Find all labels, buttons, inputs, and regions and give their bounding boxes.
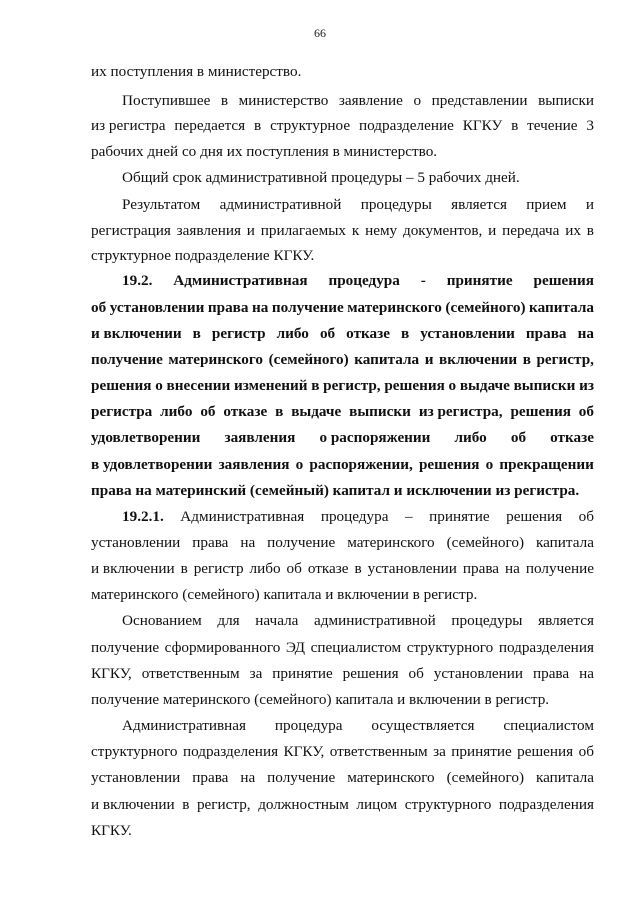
word: об <box>578 508 594 525</box>
word: в <box>182 796 190 813</box>
word: получение <box>525 560 594 577</box>
word: выдаче <box>291 403 342 420</box>
word: специалистом <box>310 639 402 656</box>
word: принятие <box>272 665 333 682</box>
text-line <box>122 93 594 108</box>
word: процедура <box>274 717 343 734</box>
word: установлении <box>91 769 181 786</box>
word: структурного <box>406 639 494 656</box>
word: и включении <box>91 325 182 342</box>
word: и <box>488 222 497 239</box>
word: установлении <box>433 665 524 682</box>
page-number: 66 <box>314 26 326 40</box>
word: прием <box>526 196 567 213</box>
word: заявление <box>338 92 403 109</box>
word: получение <box>267 769 336 786</box>
word: регистр <box>211 325 266 342</box>
word: решения <box>342 665 399 682</box>
word: в <box>522 351 531 368</box>
word: в <box>401 325 410 342</box>
word: выписки <box>349 403 411 420</box>
word: заявления <box>218 456 290 473</box>
word: Административная <box>173 272 308 289</box>
text-line <box>91 561 594 576</box>
word: решения <box>506 508 563 525</box>
text-line <box>122 718 594 733</box>
word: структурное <box>270 117 351 134</box>
word: 3 <box>586 117 594 134</box>
word: на <box>240 534 256 551</box>
word: получение <box>267 534 336 551</box>
word: решения <box>418 456 480 473</box>
word: изменений <box>234 377 308 394</box>
word: Основанием <box>122 612 202 629</box>
word: (семейного) <box>268 351 349 368</box>
text-line: права на материнский (семейный) капитал и исключении из регистра. <box>91 482 580 499</box>
word: процедура <box>320 508 389 525</box>
word: ответственным <box>329 743 428 760</box>
word: получение <box>271 299 344 316</box>
word: КГКУ, <box>283 743 325 760</box>
word: и включении <box>91 560 175 577</box>
word: подразделения <box>498 639 594 656</box>
word: права <box>525 325 567 342</box>
word: права <box>532 665 570 682</box>
word: материнского <box>347 534 435 551</box>
word: либо <box>160 403 193 420</box>
text-line <box>91 797 594 812</box>
word: течение <box>527 117 578 134</box>
word: регистр, <box>323 377 381 394</box>
word: процедура <box>328 272 400 289</box>
word: в <box>511 117 519 134</box>
text-line: их поступления в министерство. <box>91 63 302 80</box>
word: заявления <box>224 429 296 446</box>
word: в <box>275 403 284 420</box>
word: специалистом <box>503 717 594 734</box>
text-line: получение материнского (семейного) капитала и включении в регистр. <box>91 691 550 708</box>
word: отказе <box>550 429 594 446</box>
word: материнского <box>347 769 435 786</box>
text-line <box>91 118 594 133</box>
word: – <box>404 508 413 525</box>
word: распоряжении, <box>309 456 413 473</box>
text-line <box>122 197 594 212</box>
word: подразделения <box>498 796 594 813</box>
word: (семейного) <box>446 769 525 786</box>
word: является <box>451 196 507 213</box>
word: начала <box>255 612 299 629</box>
word: и <box>424 351 434 368</box>
text-line <box>91 300 594 315</box>
word: осуществляется <box>371 717 475 734</box>
text-line <box>91 430 594 445</box>
word: о <box>295 456 304 473</box>
word: установлении <box>91 534 181 551</box>
word: материнского <box>347 299 442 316</box>
word: в <box>354 560 362 577</box>
word: капитала <box>354 351 420 368</box>
word: об <box>408 665 424 682</box>
word: из регистра <box>91 117 166 134</box>
word: нему <box>365 222 398 239</box>
word: Административная <box>122 717 246 734</box>
text-line <box>91 744 594 759</box>
word: на <box>505 560 520 577</box>
word: либо <box>276 325 309 342</box>
word: (семейного) <box>446 534 525 551</box>
word: в <box>311 377 320 394</box>
word: об <box>91 299 107 316</box>
text-line <box>91 378 594 393</box>
word: на <box>579 665 594 682</box>
word: решения <box>384 377 445 394</box>
word: в <box>192 325 201 342</box>
word: и включении <box>91 796 175 813</box>
word: установлении <box>420 325 515 342</box>
word: установлении <box>109 299 205 316</box>
word: в <box>254 117 262 134</box>
text-line: структурное подразделение КГКУ. <box>91 247 315 264</box>
word: прилагаемых <box>260 222 347 239</box>
word: на <box>252 299 269 316</box>
word: об <box>319 325 336 342</box>
word: в удовлетворении <box>91 456 213 473</box>
word: министерство <box>238 92 329 109</box>
word: процедуры <box>360 196 432 213</box>
word: получение <box>91 351 163 368</box>
word: процедуры <box>451 612 523 629</box>
word: регистр, <box>536 351 594 368</box>
word: на <box>240 769 256 786</box>
word: должностным <box>258 796 349 813</box>
word: принятие <box>429 508 490 525</box>
word: и <box>246 222 255 239</box>
word: 19.2. <box>122 272 153 289</box>
word: из регистра, <box>418 403 503 420</box>
word: получение <box>91 639 160 656</box>
text-line <box>91 326 594 341</box>
text-line <box>91 352 594 367</box>
word: представлении <box>431 92 528 109</box>
word: регистр, <box>196 796 251 813</box>
text-line <box>91 640 594 655</box>
word: документов, <box>402 222 483 239</box>
word: о <box>413 92 422 109</box>
word: сформированного <box>164 639 281 656</box>
word: заявления <box>176 222 241 239</box>
text-line <box>122 613 594 628</box>
word: права <box>192 534 229 551</box>
word: включении <box>439 351 518 368</box>
word: и <box>585 196 594 213</box>
word: для <box>217 612 240 629</box>
word: удовлетворении <box>91 429 201 446</box>
word: либо <box>454 429 487 446</box>
word: подразделение <box>358 117 454 134</box>
word: за <box>249 665 263 682</box>
text-line: КГКУ. <box>91 822 132 839</box>
word: отказе <box>223 403 268 420</box>
word: об <box>200 403 216 420</box>
word: выдаче <box>459 377 510 394</box>
word: внесении <box>166 377 231 394</box>
text-line <box>91 223 594 238</box>
word: о распоряжении <box>319 429 431 446</box>
word: капитала <box>535 534 594 551</box>
word: Результатом <box>122 196 201 213</box>
word: - <box>420 272 426 289</box>
word: административной <box>314 612 436 629</box>
word: (семейного) <box>445 299 526 316</box>
word: ответственным <box>141 665 240 682</box>
word: подразделения <box>182 743 279 760</box>
word: об <box>578 743 594 760</box>
word: их <box>565 222 581 239</box>
word: материнского <box>168 351 263 368</box>
word: КГКУ <box>462 117 503 134</box>
text-line: Общий срок административной процедуры – 5 рабочих дней. <box>122 169 520 186</box>
word: права <box>192 769 229 786</box>
word: структурного <box>91 743 178 760</box>
text-line <box>122 509 594 524</box>
word: решения <box>517 743 574 760</box>
word: принятие <box>451 743 512 760</box>
text-line <box>91 457 594 472</box>
word: принятие <box>446 272 513 289</box>
word: в <box>586 222 594 239</box>
word: из <box>579 377 594 394</box>
text-line: материнского (семейного) капитала и включении в регистр. <box>91 586 478 603</box>
word: Административная <box>180 508 305 525</box>
word: о <box>155 377 163 394</box>
text-line <box>91 770 594 785</box>
word: в <box>220 92 229 109</box>
word: структурного <box>404 796 492 813</box>
word: регистра <box>91 403 153 420</box>
word: лицом <box>356 796 398 813</box>
word: решения <box>510 403 571 420</box>
word: выписки <box>538 92 594 109</box>
word: ЭД <box>285 639 306 656</box>
word: за <box>433 743 446 760</box>
word: выписки <box>513 377 576 394</box>
word: права <box>207 299 249 316</box>
text-line <box>91 666 594 681</box>
text-line <box>91 535 594 550</box>
word: решения <box>91 377 152 394</box>
word: КГКУ, <box>91 665 132 682</box>
word: отказе <box>346 325 390 342</box>
word: о <box>485 456 494 473</box>
word: регистрация <box>91 222 171 239</box>
word: установлении <box>367 560 457 577</box>
word: капитала <box>535 769 594 786</box>
text-line <box>91 404 594 419</box>
word: в <box>180 560 188 577</box>
word: капитала <box>529 299 594 316</box>
word: прекращении <box>499 456 594 473</box>
word: передается <box>174 117 246 134</box>
word: регистр <box>193 560 244 577</box>
word: передача <box>502 222 560 239</box>
word: на <box>577 325 594 342</box>
word: Поступившее <box>122 92 211 109</box>
text-line <box>122 273 594 288</box>
word: о <box>448 377 457 394</box>
word: является <box>538 612 594 629</box>
text-line: рабочих дней со дня их поступления в министерство. <box>91 143 438 160</box>
word: об <box>578 403 594 420</box>
word: об <box>510 429 527 446</box>
word: административной <box>219 196 342 213</box>
word: права <box>462 560 500 577</box>
word: решения <box>533 272 594 289</box>
word: к <box>351 222 360 239</box>
word: об <box>286 560 302 577</box>
word: либо <box>249 560 281 577</box>
word: 19.2.1. <box>122 508 164 525</box>
word: отказе <box>307 560 349 577</box>
